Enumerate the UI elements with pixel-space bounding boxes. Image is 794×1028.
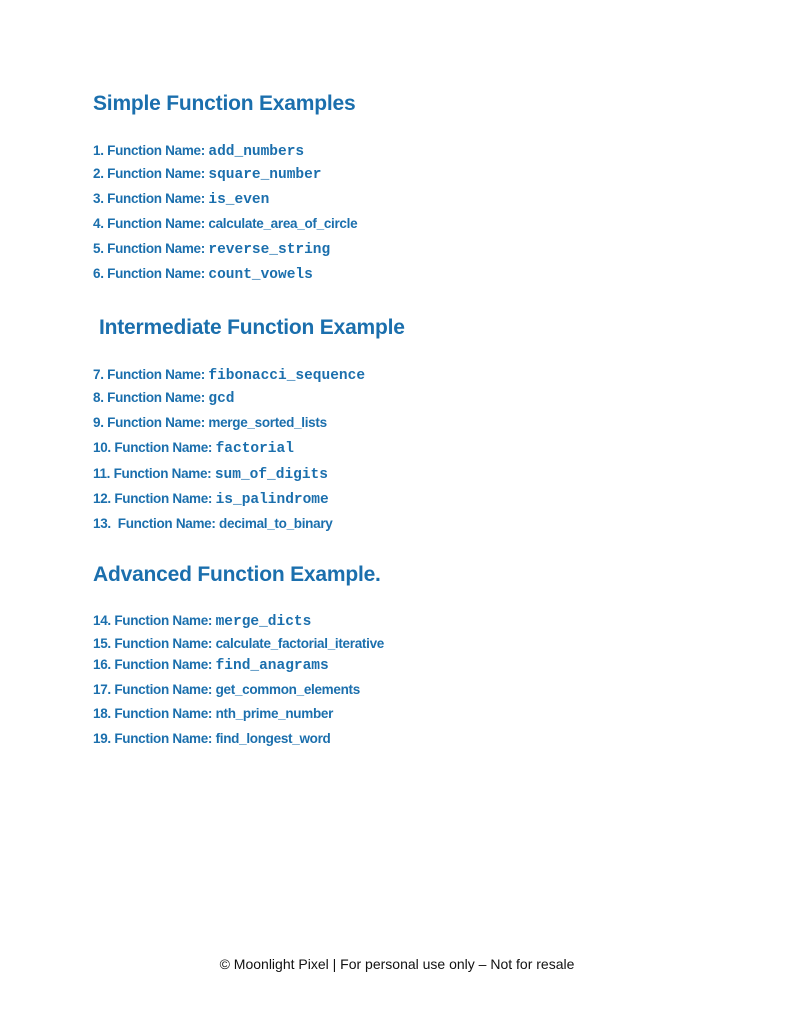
item-number: 11.	[93, 466, 111, 481]
item-number: 18.	[93, 706, 111, 721]
list-item	[93, 613, 311, 630]
list-item	[93, 143, 304, 160]
item-function-name: fibonacci_sequence	[208, 368, 366, 384]
item-label: Function Name:	[107, 266, 205, 281]
list-item	[93, 466, 328, 483]
item-number: 17.	[93, 682, 111, 697]
list-item	[93, 266, 313, 283]
item-label: Function Name:	[113, 466, 212, 481]
item-label: Function Name:	[107, 166, 205, 181]
item-function-name: factorial	[215, 441, 294, 457]
item-number: 13.	[93, 516, 111, 531]
item-function-name: calculate_factorial_iterative	[215, 636, 384, 651]
list-item	[93, 216, 357, 232]
list-item	[93, 657, 329, 674]
section-title-advanced: Advanced Function Example.	[93, 563, 381, 586]
item-function-name: reverse_string	[208, 242, 331, 258]
item-function-name: square_number	[208, 167, 322, 183]
item-label: Function Name:	[114, 657, 213, 672]
item-number: 1.	[93, 143, 104, 158]
item-function-name: sum_of_digits	[214, 467, 328, 483]
item-label: Function Name:	[107, 216, 205, 231]
list-item	[93, 636, 384, 652]
item-label: Function Name:	[107, 367, 205, 382]
item-label: Function Name:	[114, 706, 213, 721]
item-number: 14.	[93, 613, 111, 628]
item-label: Function Name:	[114, 613, 213, 628]
list-item	[93, 682, 360, 698]
item-function-name: add_numbers	[208, 144, 305, 160]
item-label: Function Name:	[107, 143, 205, 158]
item-number: 15.	[93, 636, 111, 651]
item-function-name: merge_sorted_lists	[208, 415, 327, 430]
item-label: Function Name:	[114, 491, 213, 506]
item-label: Function Name:	[114, 731, 213, 746]
item-number: 10.	[93, 440, 111, 455]
item-number: 12.	[93, 491, 111, 506]
item-function-name: nth_prime_number	[215, 706, 334, 721]
item-number: 4.	[93, 216, 104, 231]
list-item	[93, 241, 330, 258]
copyright-footer: © Moonlight Pixel | For personal use only – Not for resale	[219, 956, 575, 972]
item-function-name: merge_dicts	[215, 614, 312, 630]
list-item	[93, 367, 365, 384]
list-item	[93, 516, 333, 532]
item-function-name: count_vowels	[208, 267, 313, 283]
item-number: 16.	[93, 657, 111, 672]
item-number: 6.	[93, 266, 104, 281]
item-function-name: decimal_to_binary	[219, 516, 333, 531]
list-item	[93, 440, 294, 457]
item-number: 9.	[93, 415, 104, 430]
item-label: Function Name:	[107, 191, 205, 206]
list-item	[93, 191, 269, 208]
item-function-name: is_even	[208, 192, 270, 208]
list-item	[93, 731, 331, 747]
list-item	[93, 166, 322, 183]
section-title-simple: Simple Function Examples	[93, 92, 356, 115]
section-title-intermediate: Intermediate Function Example	[99, 316, 405, 339]
item-label: Function Name:	[114, 440, 213, 455]
item-number: 5.	[93, 241, 104, 256]
item-number: 19.	[93, 731, 111, 746]
list-item	[93, 491, 329, 508]
item-label: Function Name:	[114, 682, 213, 697]
list-item	[93, 706, 333, 722]
item-number: 2.	[93, 166, 104, 181]
item-function-name: get_common_elements	[215, 682, 360, 697]
item-function-name: find_anagrams	[215, 658, 329, 674]
item-function-name: is_palindrome	[215, 492, 329, 508]
item-label: Function Name:	[114, 636, 213, 651]
item-label: Function Name:	[107, 390, 205, 405]
item-function-name: calculate_area_of_circle	[208, 216, 358, 231]
item-function-name: gcd	[208, 391, 235, 407]
item-number: 7.	[93, 367, 104, 382]
item-label: Function Name:	[107, 241, 205, 256]
list-item	[93, 390, 235, 407]
item-function-name: find_longest_word	[215, 731, 331, 746]
list-item	[93, 415, 327, 431]
item-number: 8.	[93, 390, 104, 405]
item-label: Function Name:	[117, 516, 216, 531]
item-label: Function Name:	[107, 415, 205, 430]
item-number: 3.	[93, 191, 104, 206]
